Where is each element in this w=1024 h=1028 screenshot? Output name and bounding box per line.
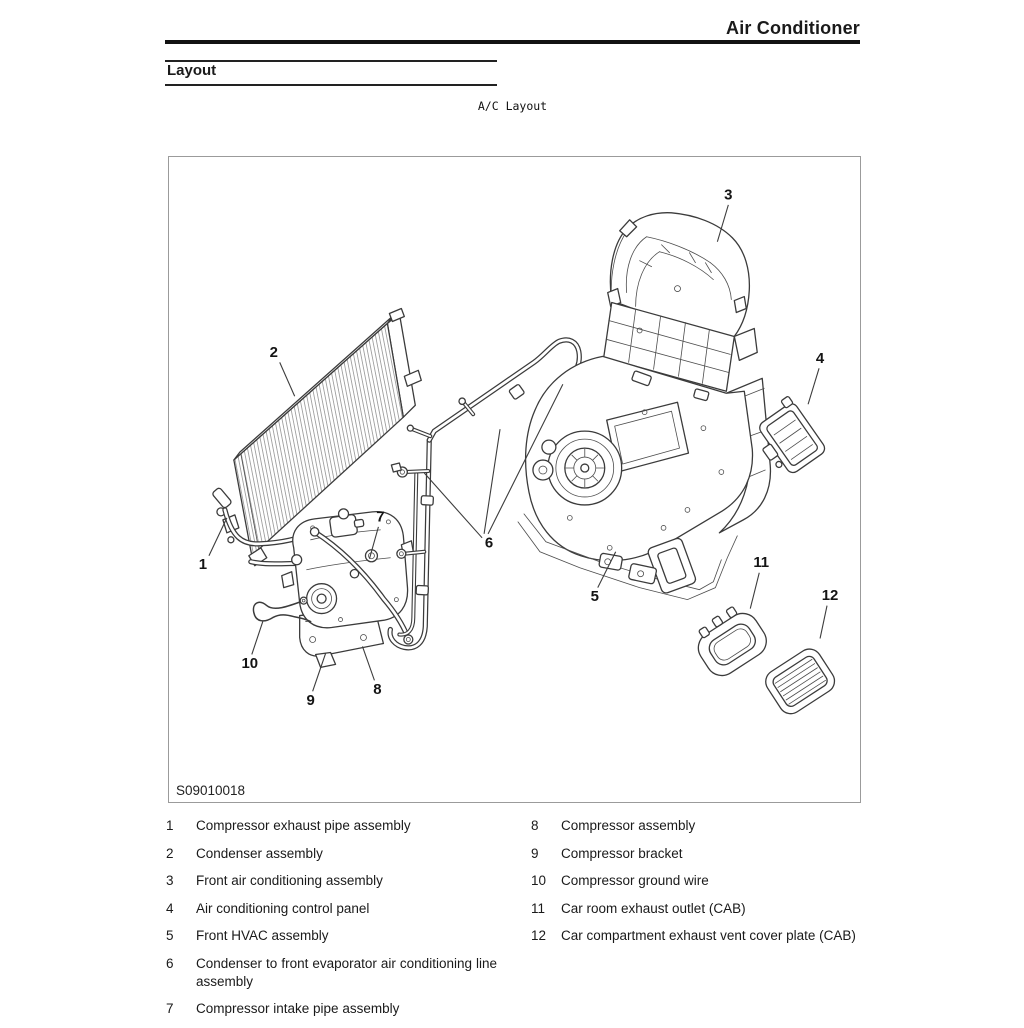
legend-item-number: 3 — [166, 873, 174, 888]
legend-item-number: 4 — [166, 900, 174, 916]
callout-number-3: 3 — [724, 186, 733, 204]
legend-item-3 — [166, 872, 497, 890]
callout-number-6: 6 — [484, 534, 494, 552]
callout-number-10: 10 — [241, 654, 259, 672]
legend-item-number: 6 — [166, 955, 174, 971]
figure-caption: A/C Layout — [477, 99, 548, 113]
ac-layout-figure — [168, 156, 861, 803]
callout-leader-10 — [252, 622, 263, 655]
legend-item-label: Car room exhaust outlet (CAB) — [561, 900, 746, 916]
legend-item-number: 2 — [166, 845, 174, 861]
ac-layout-diagram — [169, 157, 860, 802]
figure-id: S09010018 — [176, 783, 246, 798]
callout-number-4: 4 — [815, 349, 825, 367]
parts-legend — [166, 817, 863, 1028]
legend-item-label: Front air conditioning assembly — [196, 873, 383, 888]
legend-column-right — [531, 817, 862, 1028]
legend-item-number: 7 — [166, 1001, 174, 1016]
legend-item-label: Compressor assembly — [561, 818, 696, 833]
callout-number-1: 1 — [198, 556, 208, 574]
callout-number-9: 9 — [306, 691, 315, 709]
legend-column-left — [166, 817, 497, 1028]
callout-leader-12 — [820, 606, 827, 639]
callout-number-5: 5 — [590, 588, 599, 606]
callout-number-8: 8 — [373, 680, 382, 698]
legend-item-label: Condenser to front evaporator air conditioning line assembly — [196, 955, 497, 989]
legend-item-number: 9 — [531, 845, 539, 861]
callout-leader-8 — [362, 646, 374, 680]
legend-item-4 — [166, 900, 497, 918]
legend-item-label: Car compartment exhaust vent cover plate (CAB) — [561, 928, 856, 943]
legend-item-label: Compressor ground wire — [561, 873, 709, 888]
callout-leader-11 — [750, 573, 759, 609]
legend-item-number: 12 — [531, 928, 547, 943]
legend-item-label: Compressor intake pipe assembly — [196, 1001, 400, 1016]
callout-number-11: 11 — [753, 554, 770, 572]
page-title: Air Conditioner — [726, 18, 860, 39]
hvac-body-illustration — [518, 356, 753, 599]
exhaust-vent-cover-illustration — [761, 644, 839, 718]
exhaust-outlet-illustration — [687, 600, 772, 682]
legend-item-7 — [166, 1000, 497, 1018]
legend-item-number: 8 — [531, 818, 539, 833]
legend-item-label: Condenser assembly — [196, 845, 323, 861]
legend-item-5 — [166, 927, 497, 945]
legend-item-12 — [531, 927, 862, 945]
callout-leader-1 — [209, 518, 227, 556]
legend-item-10 — [531, 872, 862, 890]
section-heading: Layout — [167, 62, 217, 79]
legend-item-6 — [166, 955, 497, 991]
section-rule-bottom — [165, 84, 497, 86]
callout-number-7: 7 — [376, 508, 385, 526]
legend-item-number: 10 — [531, 873, 547, 888]
legend-item-9 — [531, 845, 862, 863]
legend-item-label: Compressor bracket — [561, 845, 683, 861]
callout-leader-6 — [484, 429, 500, 534]
callout-number-2: 2 — [269, 343, 278, 361]
legend-item-number: 5 — [166, 928, 174, 943]
legend-item-label: Air conditioning control panel — [196, 900, 370, 916]
legend-item-number: 11 — [531, 900, 546, 916]
callout-leader-6 — [424, 473, 482, 538]
legend-item-number: 1 — [166, 818, 174, 833]
legend-item-2 — [166, 845, 497, 863]
callout-number-12: 12 — [821, 587, 839, 605]
legend-item-label: Front HVAC assembly — [196, 928, 329, 943]
legend-item-1 — [166, 817, 497, 835]
callout-leader-4 — [808, 368, 819, 404]
legend-item-11 — [531, 900, 862, 918]
legend-item-8 — [531, 817, 862, 835]
callout-leader-2 — [280, 362, 295, 396]
header-rule — [165, 40, 860, 44]
legend-item-label: Compressor exhaust pipe assembly — [196, 818, 411, 833]
